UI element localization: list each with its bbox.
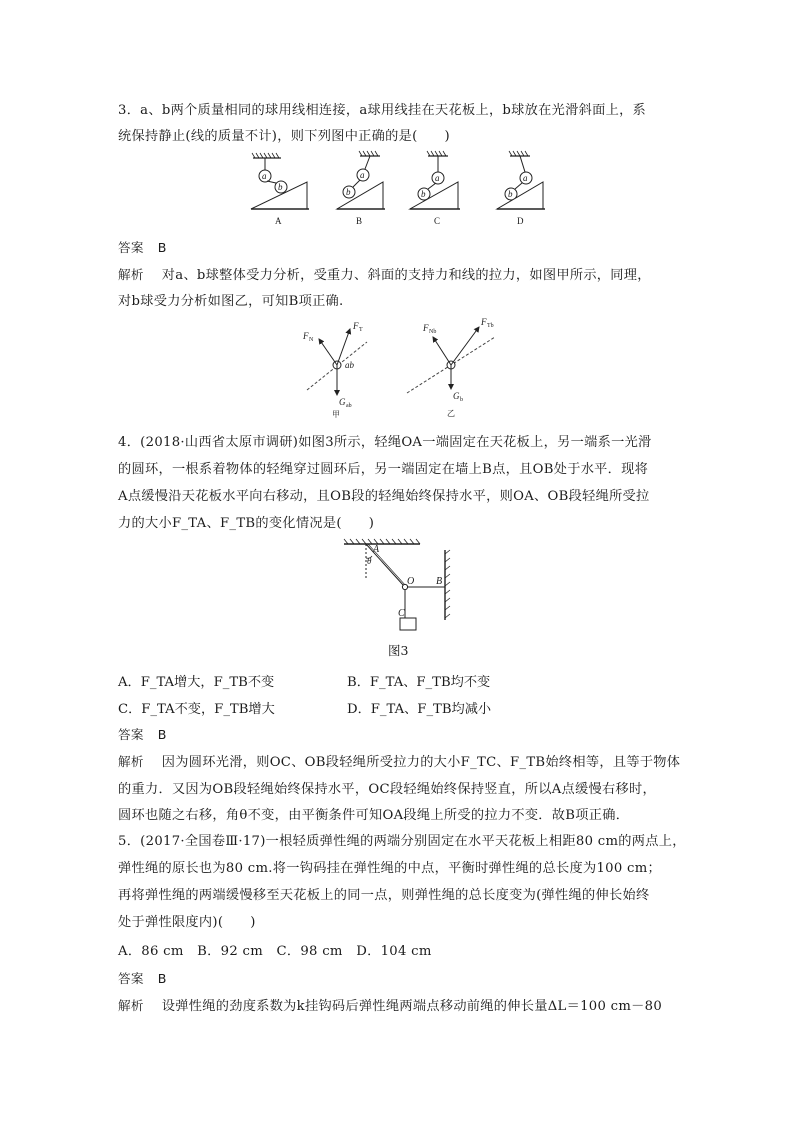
yi-ft-label: F bbox=[481, 317, 487, 327]
q4-fig-label-theta: θ bbox=[367, 556, 372, 566]
q3-figure-b bbox=[337, 151, 385, 226]
q4-fig-label-c: C bbox=[398, 608, 405, 619]
jia-body-label: ab bbox=[345, 360, 354, 370]
q4-fig-label-b: B bbox=[436, 576, 443, 587]
q3-fig-a-ball-b: b bbox=[278, 182, 283, 192]
q4-answer-value: B bbox=[157, 727, 167, 742]
q3-fig-b-ball-a: a bbox=[360, 170, 365, 180]
q4-answer-label: 答案 bbox=[118, 727, 144, 742]
yi-g-label: G bbox=[453, 391, 460, 401]
q5-stem-line-3: 再将弹性绳的两端缓慢移至天花板上的同一点，则弹性绳的总长度变为(弹性绳的伸长始终 bbox=[118, 888, 650, 903]
q5-analysis-label: 解析 bbox=[118, 998, 144, 1013]
q3-analysis-line-1 bbox=[118, 264, 651, 283]
q3-fig-d-ball-a: a bbox=[523, 173, 528, 183]
q3-analysis-line-2: 对b球受力分析如图乙，可知B项正确. bbox=[118, 294, 344, 309]
q5-stem-line-4: 处于弹性限度内)( ) bbox=[118, 915, 256, 930]
q5-stem-line-1: 5．(2017·全国卷Ⅲ·17)一根轻质弹性绳的两端分别固定在水平天花板上相距80 cm的两点上， bbox=[118, 834, 686, 849]
q5-answer bbox=[118, 968, 167, 987]
q3-answer bbox=[118, 237, 167, 256]
q4-option-b: B．F_TA、F_TB均不变 bbox=[347, 675, 491, 690]
q5-analysis-text-1: 设弹性绳的劲度系数为k挂钩码后弹性绳两端点移动前绳的伸长量ΔL＝100 cm－80 bbox=[161, 999, 663, 1014]
q5-analysis-line-1 bbox=[118, 995, 662, 1014]
force-diagram-jia bbox=[302, 321, 367, 419]
q5-options: A．86 cm B．92 cm C．98 cm D．104 cm bbox=[118, 944, 432, 959]
yi-ft-sub: Tb bbox=[487, 323, 494, 329]
q4-stem-line-1: 4．(2018·山西省太原市调研)如图3所示，轻绳OA一端固定在天花板上，另一端系一光滑 bbox=[118, 435, 652, 450]
q3-analysis-label: 解析 bbox=[118, 267, 144, 282]
q3-fig-label-a: A bbox=[275, 216, 282, 226]
q3-fig-c-ball-a: a bbox=[435, 173, 440, 183]
q3-force-diagrams bbox=[295, 315, 505, 420]
jia-ft-sub: T bbox=[359, 327, 363, 333]
q3-stem-line-1: 3．a、b两个质量相同的球用线相连接，a球用线挂在天花板上，b球放在光滑斜面上，系 bbox=[118, 103, 647, 118]
q5-answer-value: B bbox=[157, 971, 167, 986]
q3-stem-line-2: 统保持静止(线的质量不计)，则下列图中正确的是( ) bbox=[118, 129, 450, 144]
jia-ft-label: F bbox=[353, 321, 359, 331]
q5-answer-label: 答案 bbox=[118, 971, 144, 986]
q3-fig-label-b: B bbox=[356, 216, 363, 226]
q4-analysis-label: 解析 bbox=[118, 754, 144, 769]
q4-analysis-text-1: 因为圆环光滑，则OC、OB段轻绳所受拉力的大小F_TC、F_TB始终相等，且等于物体 bbox=[161, 755, 681, 770]
q4-stem-line-3: A点缓慢沿天花板水平向右移动，且OB段的轻绳始终保持水平，则OA、OB段轻绳所受拉 bbox=[118, 489, 650, 504]
q3-fig-c-ball-b: b bbox=[421, 189, 426, 199]
jia-g-label: G bbox=[339, 397, 346, 407]
q3-analysis-text-1: 对a、b球整体受力分析，受重力、斜面的支持力和线的拉力，如图甲所示，同理， bbox=[161, 268, 651, 283]
jia-g-sub: ab bbox=[346, 403, 352, 409]
yi-g-sub: b bbox=[460, 397, 463, 403]
q3-fig-b-ball-b: b bbox=[346, 187, 351, 197]
q3-fig-d-ball-b: b bbox=[508, 189, 513, 199]
q4-answer bbox=[118, 724, 167, 743]
q3-answer-value: B bbox=[157, 240, 167, 255]
q4-figure-3 bbox=[340, 538, 460, 638]
q4-option-d: D．F_TA、F_TB均减小 bbox=[347, 702, 492, 717]
jia-caption: 甲 bbox=[332, 410, 340, 419]
yi-fn-label: F bbox=[423, 323, 429, 333]
q4-analysis-line-2: 的重力．又因为OB段轻绳始终保持水平，OC段轻绳始终保持竖直，所以A点缓慢右移时， bbox=[118, 782, 656, 797]
q3-figure-c bbox=[410, 151, 460, 226]
q3-fig-label-c: C bbox=[434, 216, 441, 226]
q4-option-a: A．F_TA增大，F_TB不变 bbox=[118, 675, 275, 690]
q3-figure-a bbox=[251, 153, 309, 226]
q3-option-figures bbox=[245, 150, 555, 232]
yi-fn-sub: Nb bbox=[429, 329, 437, 335]
yi-caption: 乙 bbox=[447, 409, 455, 418]
q3-fig-a-ball-a: a bbox=[262, 171, 267, 181]
jia-fn-label: F bbox=[303, 331, 309, 341]
force-diagram-yi bbox=[407, 317, 495, 418]
q4-analysis-line-3: 圆环也随之右移，角θ不变，由平衡条件可知OA段绳上所受的拉力不变．故B项正确． bbox=[118, 808, 630, 823]
q5-stem-line-2: 弹性绳的原长也为80 cm.将一钩码挂在弹性绳的中点，平衡时弹性绳的总长度为100 cm； bbox=[118, 861, 661, 876]
q4-option-c: C．F_TA不变，F_TB增大 bbox=[118, 702, 275, 717]
q3-answer-label: 答案 bbox=[118, 240, 144, 255]
q4-stem-line-2: 的圆环，一根系着物体的轻绳穿过圆环后，另一端固定在墙上B点，且OB处于水平．现将 bbox=[118, 462, 649, 477]
q4-fig-label-o: O bbox=[407, 576, 415, 587]
q4-figure-caption: 图3 bbox=[388, 643, 409, 658]
q4-fig-label-a: A bbox=[373, 544, 380, 555]
q4-stem-line-4: 力的大小F_TA、F_TB的变化情况是( ) bbox=[118, 516, 375, 531]
jia-fn-sub: N bbox=[309, 337, 314, 343]
q3-figure-d bbox=[497, 151, 545, 226]
q3-fig-label-d: D bbox=[517, 216, 524, 226]
q4-analysis-line-1 bbox=[118, 751, 680, 770]
